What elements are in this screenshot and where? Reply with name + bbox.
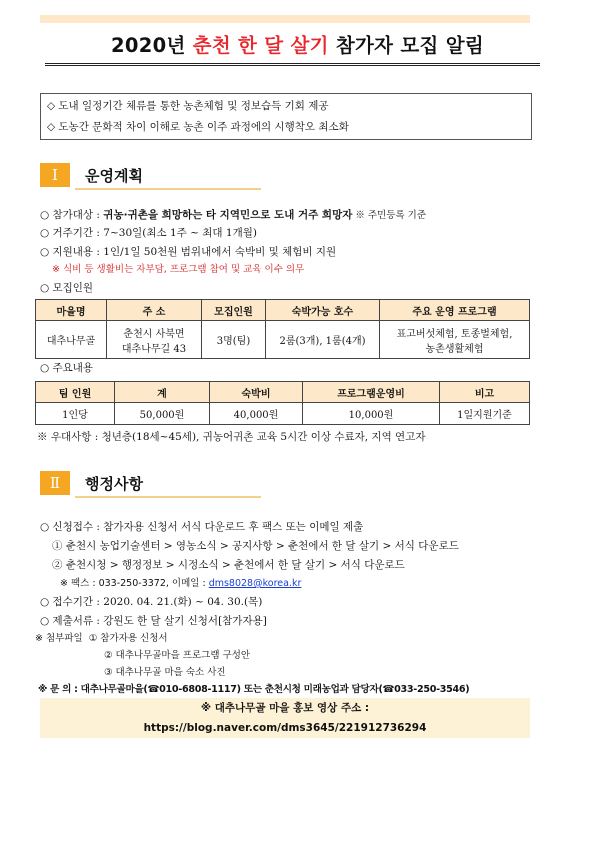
page-title xyxy=(0,30,595,58)
th-lodging: 숙박비 xyxy=(210,382,303,403)
th-address: 주 소 xyxy=(107,300,202,321)
cell-program-cost: 10,000원 xyxy=(303,403,440,425)
section-2-underline xyxy=(75,496,261,498)
support-note: ※ 식비 등 생활비는 자부담, 프로그램 참여 및 교육 이수 의무 xyxy=(52,264,305,275)
apply-line: ○ 신청접수 : 참가자용 신청서 서식 다운로드 후 팩스 또는 이메일 제출 xyxy=(40,521,364,533)
th-note: 비고 xyxy=(440,382,530,403)
cost-table-header xyxy=(36,382,530,403)
title-rest: 참가자 모집 알림 xyxy=(328,34,485,57)
promo-title: ※ 대추나무골 마을 홍보 영상 주소 : xyxy=(200,702,370,714)
route-1: ① 춘천시 농업기술센터 > 영농소식 > 공지사항 > 춘천에서 한 달 살기 > 서식 다운로드 xyxy=(52,540,459,552)
th-village: 마을명 xyxy=(36,300,107,321)
intro-line-2: ◇ 도농간 문화적 차이 이해로 농촌 이주 과정에의 시행착오 최소화 xyxy=(47,121,349,133)
date-line: ○ 접수기간 : 2020. 04. 21.(화) ~ 04. 30.(목) xyxy=(40,596,263,608)
title-year: 2020년 xyxy=(110,34,193,57)
attach-line xyxy=(35,630,168,648)
title-highlight: 춘천 한 달 살기 xyxy=(192,34,329,57)
cell-lodging: 40,000원 xyxy=(210,403,303,425)
section-2-badge: Ⅱ xyxy=(40,471,70,495)
target-bold: 귀농·귀촌을 희망하는 타 지역민으로 도내 거주 희망자 xyxy=(103,209,353,221)
main-label: ○ 주요내용 xyxy=(40,362,94,374)
attach-2: ② 대추나무골마을 프로그램 구성안 xyxy=(104,650,251,661)
contact-line: ※ 문 의 : 대추나무골마을(☎010-6808-1117) 또는 춘천시청 미래농업과 담당자(☎033-250-3546) xyxy=(38,684,470,695)
cell-total: 50,000원 xyxy=(115,403,210,425)
cell-team: 1인당 xyxy=(36,403,115,425)
section-1-underline xyxy=(75,188,261,190)
cost-table xyxy=(35,381,530,425)
th-program-cost: 프로그램운영비 xyxy=(303,382,440,403)
th-program: 주요 운영 프로그램 xyxy=(380,300,530,321)
promo-box xyxy=(40,698,530,738)
top-decor-bar xyxy=(40,15,530,23)
recruit-label: ○ 모집인원 xyxy=(40,282,94,294)
route-2: ② 춘천시청 > 행정정보 > 시정소식 > 춘천에서 한 달 살기 > 서식 다운로드 xyxy=(52,559,405,571)
intro-line-1: ◇ 도내 일정기간 체류를 통한 농촌체험 및 정보습득 기회 제공 xyxy=(47,100,329,112)
promo-url[interactable]: https://blog.naver.com/dms3645/221912736294 xyxy=(143,722,427,734)
cell-rooms: 2룸(3개), 1룸(4개) xyxy=(266,321,380,359)
title-underline xyxy=(45,63,540,66)
cell-village: 대추나무골 xyxy=(36,321,107,359)
attach-1: ① 참가자용 신청서 xyxy=(88,633,168,644)
attach-label: ※ 첨부파일 xyxy=(35,633,83,644)
section-2-title: 행정사항 xyxy=(85,475,143,493)
table-row xyxy=(36,321,530,359)
recruit-table-header xyxy=(36,300,530,321)
target-line: ○ 참가대상 : 귀농·귀촌을 희망하는 타 지역민으로 도내 거주 희망자 ※ 주민등록 기준 xyxy=(40,209,426,221)
th-people: 모집인원 xyxy=(202,300,266,321)
period-line: ○ 거주기간 : 7~30일(최소 1주 ~ 최대 1개월) xyxy=(40,227,257,239)
section-1-title: 운영계획 xyxy=(85,167,143,185)
priority-line: ※ 우대사항 : 청년층(18세~45세), 귀농어귀촌 교육 5시간 이상 수료자, 지역 연고자 xyxy=(37,431,426,443)
target-note: ※ 주민등록 기준 xyxy=(352,210,426,221)
docs-line: ○ 제출서류 : 강원도 한 달 살기 신청서[참가자용] xyxy=(40,615,267,627)
attach-3: ③ 대추나무골 마을 숙소 사진 xyxy=(104,667,226,678)
cell-people: 3명(팀) xyxy=(202,321,266,359)
cell-address: 춘천시 사북면 대추나무길 43 xyxy=(107,321,202,359)
th-total: 계 xyxy=(115,382,210,403)
recruit-table xyxy=(35,299,530,359)
section-1-header xyxy=(40,163,300,189)
email-link[interactable]: dms8028@korea.kr xyxy=(208,578,302,589)
fax-email-line: ※ 팩스 : 033-250-3372, 이메일 : dms8028@korea.kr xyxy=(60,578,302,589)
intro-box xyxy=(40,93,532,140)
section-1-badge: Ⅰ xyxy=(40,163,70,187)
th-rooms: 숙박가능 호수 xyxy=(266,300,380,321)
section-2-header xyxy=(40,471,300,497)
table-row xyxy=(36,403,530,425)
cell-program: 표고버섯체험, 토종벌체험, 농촌생활체험 xyxy=(380,321,530,359)
cell-note: 1일지원기준 xyxy=(440,403,530,425)
support-line: ○ 지원내용 : 1인/1일 50천원 범위내에서 숙박비 및 체험비 지원 xyxy=(40,246,337,258)
th-team: 팀 인원 xyxy=(36,382,115,403)
